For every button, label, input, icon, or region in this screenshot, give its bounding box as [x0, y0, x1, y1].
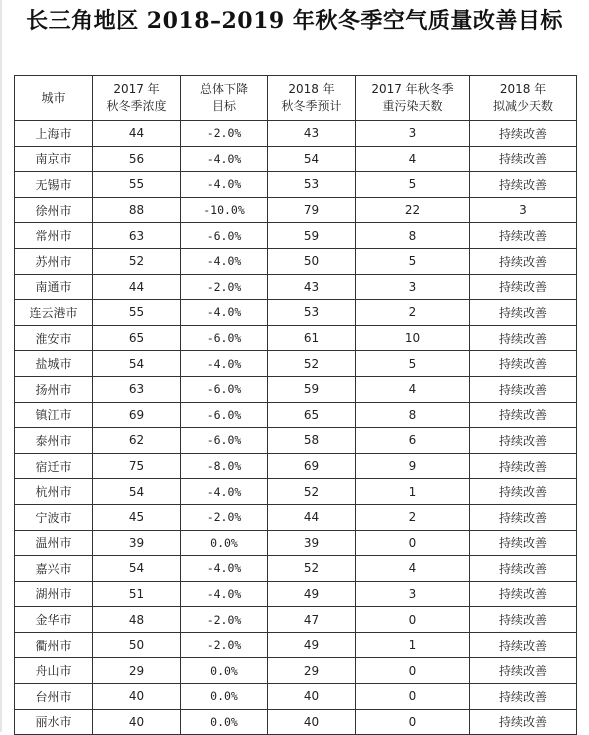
forecast-2018-cell: 40: [268, 709, 356, 735]
reduction-target-cell: -4.0%: [181, 351, 268, 377]
reduction-target-cell: -4.0%: [181, 146, 268, 172]
table-row: [15, 197, 577, 223]
reduction-target-cell: -4.0%: [181, 556, 268, 582]
reduce-days-2018-cell: 持续改善: [470, 428, 577, 454]
heavy-days-2017-cell: 6: [356, 428, 470, 454]
table-row: [15, 428, 577, 454]
column-header-heavy-days-2017: [356, 76, 470, 121]
table-row: [15, 248, 577, 274]
forecast-2018-cell: 79: [268, 197, 356, 223]
reduce-days-2018-cell: 持续改善: [470, 709, 577, 735]
heavy-days-2017-cell: 4: [356, 146, 470, 172]
conc-2017-cell: 48: [93, 607, 181, 633]
column-header-line2: 秋冬季预计: [281, 99, 342, 113]
conc-2017-cell: 44: [93, 274, 181, 300]
city-cell: 镇江市: [15, 402, 93, 428]
reduction-target-cell: 0.0%: [181, 530, 268, 556]
conc-2017-cell: 52: [93, 248, 181, 274]
table-row: [15, 632, 577, 658]
conc-2017-cell: 69: [93, 402, 181, 428]
reduce-days-2018-cell: 持续改善: [470, 274, 577, 300]
reduce-days-2018-cell: 持续改善: [470, 325, 577, 351]
reduction-target-cell: -4.0%: [181, 172, 268, 198]
column-header-forecast-2018: [268, 76, 356, 121]
heavy-days-2017-cell: 3: [356, 581, 470, 607]
city-cell: 舟山市: [15, 658, 93, 684]
heavy-days-2017-cell: 9: [356, 453, 470, 479]
reduce-days-2018-cell: 持续改善: [470, 556, 577, 582]
city-cell: 衢州市: [15, 632, 93, 658]
city-cell: 金华市: [15, 607, 93, 633]
table-row: [15, 658, 577, 684]
reduction-target-cell: -4.0%: [181, 300, 268, 326]
reduce-days-2018-cell: 持续改善: [470, 453, 577, 479]
reduce-days-2018-cell: 持续改善: [470, 121, 577, 147]
conc-2017-cell: 40: [93, 684, 181, 710]
city-cell: 南京市: [15, 146, 93, 172]
heavy-days-2017-cell: 3: [356, 121, 470, 147]
reduction-target-cell: -4.0%: [181, 248, 268, 274]
column-header-reduce-days-2018: [470, 76, 577, 121]
column-header-line1: 城市: [41, 90, 66, 105]
table-row: [15, 607, 577, 633]
forecast-2018-cell: 49: [268, 581, 356, 607]
city-cell: 湖州市: [15, 581, 93, 607]
reduce-days-2018-cell: 持续改善: [470, 376, 577, 402]
heavy-days-2017-cell: 1: [356, 479, 470, 505]
city-cell: 嘉兴市: [15, 556, 93, 582]
column-header-line1: 2017 年秋冬季: [371, 82, 454, 96]
forecast-2018-cell: 61: [268, 325, 356, 351]
table-row: [15, 504, 577, 530]
forecast-2018-cell: 65: [268, 402, 356, 428]
reduction-target-cell: -6.0%: [181, 223, 268, 249]
table-row: [15, 684, 577, 710]
heavy-days-2017-cell: 0: [356, 607, 470, 633]
reduction-target-cell: -10.0%: [181, 197, 268, 223]
reduce-days-2018-cell: 持续改善: [470, 351, 577, 377]
conc-2017-cell: 55: [93, 172, 181, 198]
table-header-row: [15, 76, 577, 121]
forecast-2018-cell: 54: [268, 146, 356, 172]
conc-2017-cell: 56: [93, 146, 181, 172]
forecast-2018-cell: 52: [268, 351, 356, 377]
city-cell: 温州市: [15, 530, 93, 556]
table-row: [15, 453, 577, 479]
conc-2017-cell: 50: [93, 632, 181, 658]
table-row: [15, 121, 577, 147]
heavy-days-2017-cell: 5: [356, 248, 470, 274]
column-header-line2: 重污染天数: [382, 99, 443, 113]
reduce-days-2018-cell: 持续改善: [470, 658, 577, 684]
heavy-days-2017-cell: 3: [356, 274, 470, 300]
conc-2017-cell: 40: [93, 709, 181, 735]
city-cell: 常州市: [15, 223, 93, 249]
reduce-days-2018-cell: 持续改善: [470, 479, 577, 505]
conc-2017-cell: 63: [93, 376, 181, 402]
heavy-days-2017-cell: 0: [356, 709, 470, 735]
heavy-days-2017-cell: 8: [356, 223, 470, 249]
conc-2017-cell: 54: [93, 556, 181, 582]
forecast-2018-cell: 47: [268, 607, 356, 633]
reduce-days-2018-cell: 持续改善: [470, 504, 577, 530]
city-cell: 苏州市: [15, 248, 93, 274]
reduction-target-cell: -8.0%: [181, 453, 268, 479]
city-cell: 上海市: [15, 121, 93, 147]
city-cell: 宿迁市: [15, 453, 93, 479]
reduce-days-2018-cell: 持续改善: [470, 248, 577, 274]
reduction-target-cell: -6.0%: [181, 325, 268, 351]
reduce-days-2018-cell: 持续改善: [470, 581, 577, 607]
heavy-days-2017-cell: 4: [356, 556, 470, 582]
table-row: [15, 402, 577, 428]
table-row: [15, 581, 577, 607]
table-row: [15, 530, 577, 556]
heavy-days-2017-cell: 8: [356, 402, 470, 428]
city-cell: 杭州市: [15, 479, 93, 505]
conc-2017-cell: 65: [93, 325, 181, 351]
reduce-days-2018-cell: 3: [470, 197, 577, 223]
page-title: 长三角地区 2018–2019 年秋冬季空气质量改善目标: [26, 8, 563, 34]
city-cell: 宁波市: [15, 504, 93, 530]
heavy-days-2017-cell: 5: [356, 351, 470, 377]
reduction-target-cell: -6.0%: [181, 402, 268, 428]
city-cell: 盐城市: [15, 351, 93, 377]
heavy-days-2017-cell: 4: [356, 376, 470, 402]
forecast-2018-cell: 40: [268, 684, 356, 710]
conc-2017-cell: 51: [93, 581, 181, 607]
forecast-2018-cell: 49: [268, 632, 356, 658]
forecast-2018-cell: 39: [268, 530, 356, 556]
conc-2017-cell: 54: [93, 479, 181, 505]
forecast-2018-cell: 59: [268, 223, 356, 249]
table-row: [15, 479, 577, 505]
forecast-2018-cell: 52: [268, 479, 356, 505]
forecast-2018-cell: 29: [268, 658, 356, 684]
city-cell: 淮安市: [15, 325, 93, 351]
heavy-days-2017-cell: 0: [356, 658, 470, 684]
city-cell: 台州市: [15, 684, 93, 710]
heavy-days-2017-cell: 0: [356, 530, 470, 556]
reduce-days-2018-cell: 持续改善: [470, 146, 577, 172]
table-row: [15, 146, 577, 172]
reduction-target-cell: 0.0%: [181, 658, 268, 684]
column-header-line2: 秋冬季浓度: [106, 99, 167, 113]
table-row: [15, 325, 577, 351]
column-header-line1: 总体下降: [199, 82, 248, 96]
reduction-target-cell: 0.0%: [181, 684, 268, 710]
reduction-target-cell: 0.0%: [181, 709, 268, 735]
column-header-line2: 目标: [211, 99, 236, 113]
forecast-2018-cell: 44: [268, 504, 356, 530]
table-row: [15, 709, 577, 735]
reduction-target-cell: -6.0%: [181, 428, 268, 454]
column-header-line1: 2018 年: [288, 82, 335, 96]
forecast-2018-cell: 53: [268, 172, 356, 198]
table-row: [15, 172, 577, 198]
reduction-target-cell: -2.0%: [181, 274, 268, 300]
page-edge: [0, 0, 2, 732]
column-header-line1: 2017 年: [113, 82, 160, 96]
heavy-days-2017-cell: 2: [356, 300, 470, 326]
reduction-target-cell: -6.0%: [181, 376, 268, 402]
heavy-days-2017-cell: 0: [356, 684, 470, 710]
heavy-days-2017-cell: 10: [356, 325, 470, 351]
reduction-target-cell: -4.0%: [181, 479, 268, 505]
city-cell: 南通市: [15, 274, 93, 300]
forecast-2018-cell: 69: [268, 453, 356, 479]
reduction-target-cell: -2.0%: [181, 632, 268, 658]
city-cell: 丽水市: [15, 709, 93, 735]
city-cell: 无锡市: [15, 172, 93, 198]
reduce-days-2018-cell: 持续改善: [470, 607, 577, 633]
city-cell: 扬州市: [15, 376, 93, 402]
city-cell: 连云港市: [15, 300, 93, 326]
reduce-days-2018-cell: 持续改善: [470, 223, 577, 249]
table-row: [15, 376, 577, 402]
conc-2017-cell: 39: [93, 530, 181, 556]
reduce-days-2018-cell: 持续改善: [470, 300, 577, 326]
reduce-days-2018-cell: 持续改善: [470, 402, 577, 428]
heavy-days-2017-cell: 22: [356, 197, 470, 223]
column-header-line1: 2018 年: [499, 82, 547, 96]
air-quality-target-table: [14, 75, 577, 735]
table-row: [15, 274, 577, 300]
column-header-city: [15, 76, 93, 121]
conc-2017-cell: 62: [93, 428, 181, 454]
column-header-reduction-target: [181, 76, 268, 121]
conc-2017-cell: 44: [93, 121, 181, 147]
conc-2017-cell: 75: [93, 453, 181, 479]
forecast-2018-cell: 53: [268, 300, 356, 326]
heavy-days-2017-cell: 1: [356, 632, 470, 658]
table-row: [15, 351, 577, 377]
forecast-2018-cell: 58: [268, 428, 356, 454]
heavy-days-2017-cell: 2: [356, 504, 470, 530]
conc-2017-cell: 54: [93, 351, 181, 377]
table-row: [15, 223, 577, 249]
forecast-2018-cell: 52: [268, 556, 356, 582]
reduce-days-2018-cell: 持续改善: [470, 632, 577, 658]
reduction-target-cell: -4.0%: [181, 581, 268, 607]
reduce-days-2018-cell: 持续改善: [470, 684, 577, 710]
city-cell: 泰州市: [15, 428, 93, 454]
reduction-target-cell: -2.0%: [181, 607, 268, 633]
conc-2017-cell: 63: [93, 223, 181, 249]
table-row: [15, 300, 577, 326]
conc-2017-cell: 45: [93, 504, 181, 530]
reduction-target-cell: -2.0%: [181, 121, 268, 147]
conc-2017-cell: 55: [93, 300, 181, 326]
forecast-2018-cell: 59: [268, 376, 356, 402]
table-body: [15, 121, 577, 735]
column-header-line2: 拟减少天数: [492, 99, 553, 113]
heavy-days-2017-cell: 5: [356, 172, 470, 198]
column-header-conc-2017: [93, 76, 181, 121]
conc-2017-cell: 88: [93, 197, 181, 223]
city-cell: 徐州市: [15, 197, 93, 223]
conc-2017-cell: 29: [93, 658, 181, 684]
reduction-target-cell: -2.0%: [181, 504, 268, 530]
forecast-2018-cell: 43: [268, 121, 356, 147]
reduce-days-2018-cell: 持续改善: [470, 172, 577, 198]
table-row: [15, 556, 577, 582]
reduce-days-2018-cell: 持续改善: [470, 530, 577, 556]
forecast-2018-cell: 43: [268, 274, 356, 300]
forecast-2018-cell: 50: [268, 248, 356, 274]
